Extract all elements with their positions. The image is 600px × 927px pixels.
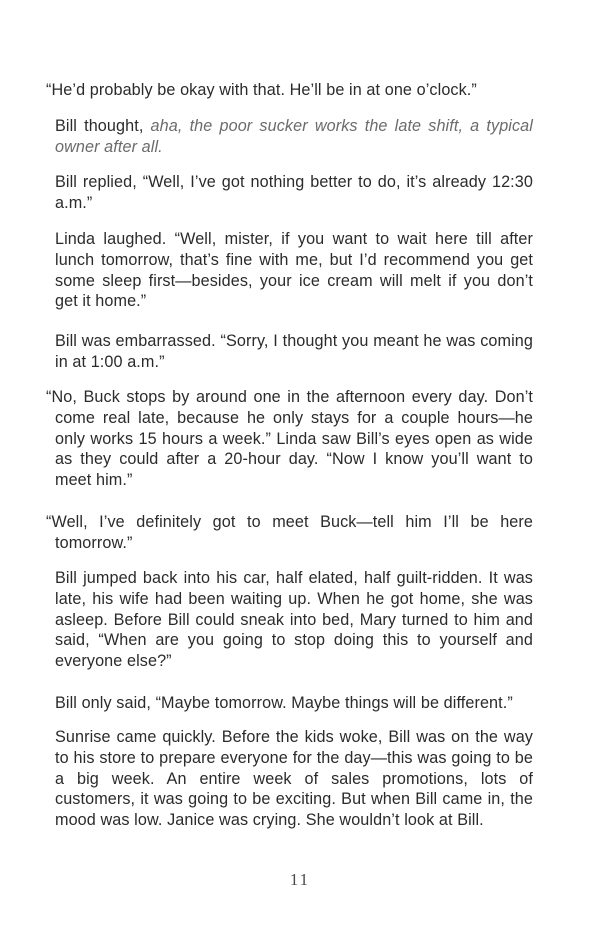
paragraph-3: Bill replied, “Well, I’ve got nothing better to do, it’s already 12:30 a.m.”	[55, 173, 533, 212]
paragraph-7: “Well, I’ve definitely got to meet Buck—tell him I’ll be here tomorrow.”	[46, 513, 533, 552]
paragraph-6: “No, Buck stops by around one in the afternoon every day. Don’t come real late, because he only stays for a couple hours—he only works 15 hours a week.” Linda saw Bill’s eyes open as wide as they could after a 20-hour day. “Now I know you’ll want to meet him.”	[46, 388, 533, 490]
page-number: 11	[289, 870, 311, 889]
paragraph-2	[55, 116, 533, 158]
paragraph-8: Bill jumped back into his car, half elated, half guilt-ridden. It was late, his wife had been waiting up. When he got home, she was asleep. Before Bill could sneak into bed, Mary turned to him and said, “When are you going to stop doing this to yourself and everyone else?”	[55, 569, 533, 671]
paragraph-10: Sunrise came quickly. Before the kids woke, Bill was on the way to his store to prepare everyone for the day—this was going to be a big week. An entire week of sales promotions, lots of customers, it was going to be exciting. But when Bill came in, the mood was low. Janice was crying. She wouldn’t look at Bill.	[55, 728, 533, 830]
paragraph-5: Bill was embarrassed. “Sorry, I thought you meant he was coming in at 1:00 a.m.”	[55, 332, 533, 371]
paragraph-2-lead: Bill thought,	[55, 117, 151, 135]
paragraph-2-thought: aha, the poor sucker works the late shift, a typical owner after all.	[55, 117, 533, 156]
paragraph-9: Bill only said, “Maybe tomorrow. Maybe things will be different.”	[55, 694, 513, 712]
paragraph-4: Linda laughed. “Well, mister, if you want to wait here till after lunch tomorrow, that’s fine with me, but I’d recommend you get some sleep first—besides, your ice cream will melt if you don’t get it home.”	[55, 230, 533, 311]
paragraph-1: “He’d probably be okay with that. He’ll be in at one o’clock.”	[46, 81, 477, 99]
